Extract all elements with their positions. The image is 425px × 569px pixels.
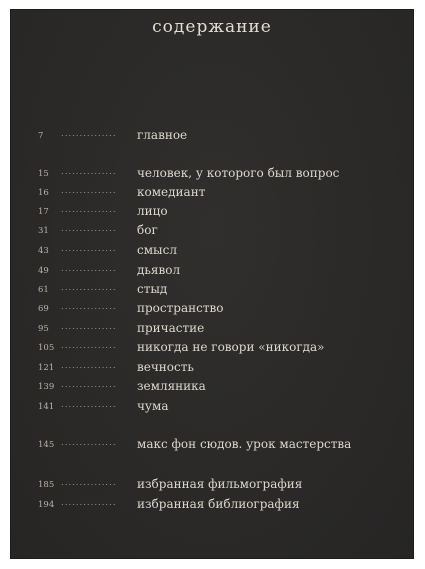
toc-entry <box>11 263 413 279</box>
toc-title: смысл <box>137 243 177 257</box>
toc-leader-dots: ............... <box>61 322 117 332</box>
toc-entry <box>11 497 413 513</box>
page-title: содержание <box>152 17 272 37</box>
toc-leader-dots: ............... <box>61 380 117 390</box>
toc-entry <box>11 166 413 182</box>
toc-page-number: 17 <box>38 207 49 217</box>
toc-page-number: 105 <box>38 343 55 353</box>
toc-page-number: 185 <box>38 480 55 490</box>
toc-leader-dots: ............... <box>61 498 117 508</box>
toc-title: комедиант <box>137 185 206 199</box>
toc-title: земляника <box>137 379 206 393</box>
toc-leader-dots: ............... <box>61 283 117 293</box>
book-page <box>10 9 414 559</box>
toc-leader-dots: ............... <box>61 244 117 254</box>
toc-leader-dots: ............... <box>61 167 117 177</box>
toc-entry <box>11 185 413 201</box>
toc-entry <box>11 128 413 144</box>
toc-entry <box>11 282 413 298</box>
toc-entry <box>11 243 413 259</box>
toc-leader-dots: ............... <box>61 186 117 196</box>
toc-title: причастие <box>137 321 205 335</box>
toc-entry <box>11 204 413 220</box>
toc-entry <box>11 437 413 453</box>
toc-leader-dots: ............... <box>61 129 117 139</box>
toc-page-number: 69 <box>38 304 49 314</box>
toc-entry <box>11 321 413 337</box>
toc-page-number: 61 <box>38 285 49 295</box>
toc-leader-dots: ............... <box>61 361 117 371</box>
toc-title: никогда не говори «никогда» <box>137 340 325 354</box>
toc-page-number: 31 <box>38 226 49 236</box>
toc-entry <box>11 340 413 356</box>
toc-leader-dots: ............... <box>61 264 117 274</box>
toc-page-number: 95 <box>38 324 49 334</box>
toc-entry <box>11 379 413 395</box>
toc-title: человек, у которого был вопрос <box>137 166 340 180</box>
toc-title: макс фон сюдов. урок мастерства <box>137 437 352 451</box>
toc-page-number: 194 <box>38 500 55 510</box>
toc-title: главное <box>137 128 188 142</box>
toc-page-number: 15 <box>38 169 49 179</box>
toc-entry <box>11 477 413 493</box>
toc-title: чума <box>137 399 169 413</box>
toc-leader-dots: ............... <box>61 224 117 234</box>
toc-title: пространство <box>137 301 224 315</box>
toc-page-number: 43 <box>38 246 49 256</box>
toc-page-number: 145 <box>38 440 55 450</box>
toc-page-number: 139 <box>38 382 55 392</box>
toc-leader-dots: ............... <box>61 478 117 488</box>
table-of-contents <box>11 10 413 558</box>
toc-leader-dots: ............... <box>61 302 117 312</box>
toc-leader-dots: ............... <box>61 205 117 215</box>
toc-leader-dots: ............... <box>61 341 117 351</box>
toc-entry <box>11 360 413 376</box>
toc-title: избранная библиография <box>137 497 300 511</box>
toc-entry <box>11 301 413 317</box>
toc-page-number: 7 <box>38 131 44 141</box>
toc-page-number: 16 <box>38 188 49 198</box>
toc-title: вечность <box>137 360 194 374</box>
toc-page-number: 49 <box>38 266 49 276</box>
toc-title: бог <box>137 223 158 237</box>
toc-title: лицо <box>137 204 168 218</box>
toc-title: избранная фильмография <box>137 477 303 491</box>
toc-entry <box>11 223 413 239</box>
toc-leader-dots: ............... <box>61 400 117 410</box>
toc-page-number: 121 <box>38 363 55 373</box>
toc-entry <box>11 399 413 415</box>
toc-title: стыд <box>137 282 168 296</box>
toc-page-number: 141 <box>38 402 55 412</box>
toc-title: дьявол <box>137 263 181 277</box>
toc-leader-dots: ............... <box>61 438 117 448</box>
